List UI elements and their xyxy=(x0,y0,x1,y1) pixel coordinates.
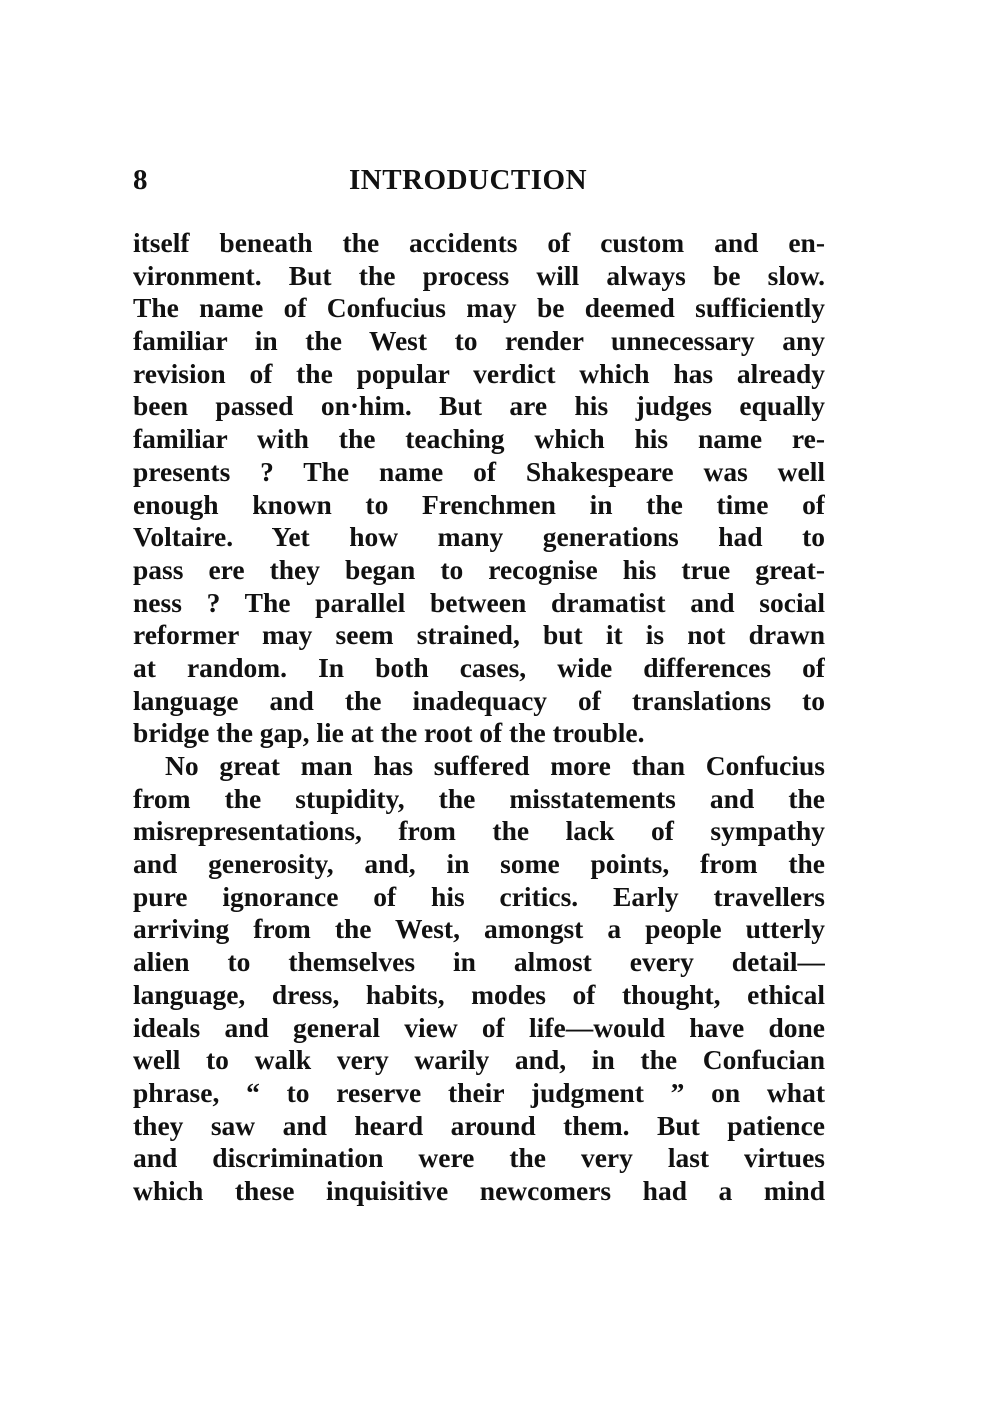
paragraph-1 xyxy=(133,227,825,750)
text-line: Voltaire. Yet how many generations had to xyxy=(133,521,825,553)
running-head xyxy=(133,158,825,202)
text-line: ness ? The parallel between dramatist and social xyxy=(133,586,825,618)
text-line: pure ignorance of his critics. Early travellers xyxy=(133,880,825,912)
text-line: itself beneath the accidents of custom and en- xyxy=(133,227,825,258)
text-line: vironment. But the process will always be slow. xyxy=(133,259,825,291)
text-line: been passed on·him. But are his judges equally xyxy=(133,390,825,422)
text-line: well to walk very warily and, in the Confucian xyxy=(133,1044,825,1076)
text-line: reformer may seem strained, but it is not drawn xyxy=(133,619,825,651)
paragraph-2 xyxy=(133,750,825,1208)
text-line: familiar in the West to render unnecessary any xyxy=(133,325,825,357)
text-line: ideals and general view of life—would have done xyxy=(133,1011,825,1043)
text-line: presents ? The name of Shakespeare was well xyxy=(133,455,825,487)
page-number: 8 xyxy=(133,164,148,196)
text-line: misrepresentations, from the lack of sympathy xyxy=(133,815,825,847)
text-line: enough known to Frenchmen in the time of xyxy=(133,488,825,520)
text-line: from the stupidity, the misstatements and the xyxy=(133,782,825,814)
text-line: phrase, “ to reserve their judgment ” on what xyxy=(133,1076,825,1108)
text-line: alien to themselves in almost every detail— xyxy=(133,946,825,978)
text-line: revision of the popular verdict which has already xyxy=(133,357,825,389)
running-title: INTRODUCTION xyxy=(349,164,588,196)
text-line: language, dress, habits, modes of thought, ethical xyxy=(133,978,825,1010)
text-line: The name of Confucius may be deemed sufficiently xyxy=(133,292,825,324)
text-line: at random. In both cases, wide differences of xyxy=(133,651,825,683)
text-line: familiar with the teaching which his name re- xyxy=(133,423,825,455)
text-line: they saw and heard around them. But patience xyxy=(133,1109,825,1141)
text-line: and discrimination were the very last virtues xyxy=(133,1142,825,1174)
body-text xyxy=(133,227,825,1208)
text-line: pass ere they began to recognise his true great- xyxy=(133,553,825,585)
text-line: and generosity, and, in some points, from the xyxy=(133,848,825,880)
text-line: which these inquisitive newcomers had a mind xyxy=(133,1174,825,1206)
text-line: language and the inadequacy of translations to xyxy=(133,684,825,716)
text-line: arriving from the West, amongst a people utterly xyxy=(133,913,825,945)
text-line: bridge the gap, lie at the root of the trouble. xyxy=(133,717,645,749)
text-line: No great man has suffered more than Confucius xyxy=(165,750,825,781)
